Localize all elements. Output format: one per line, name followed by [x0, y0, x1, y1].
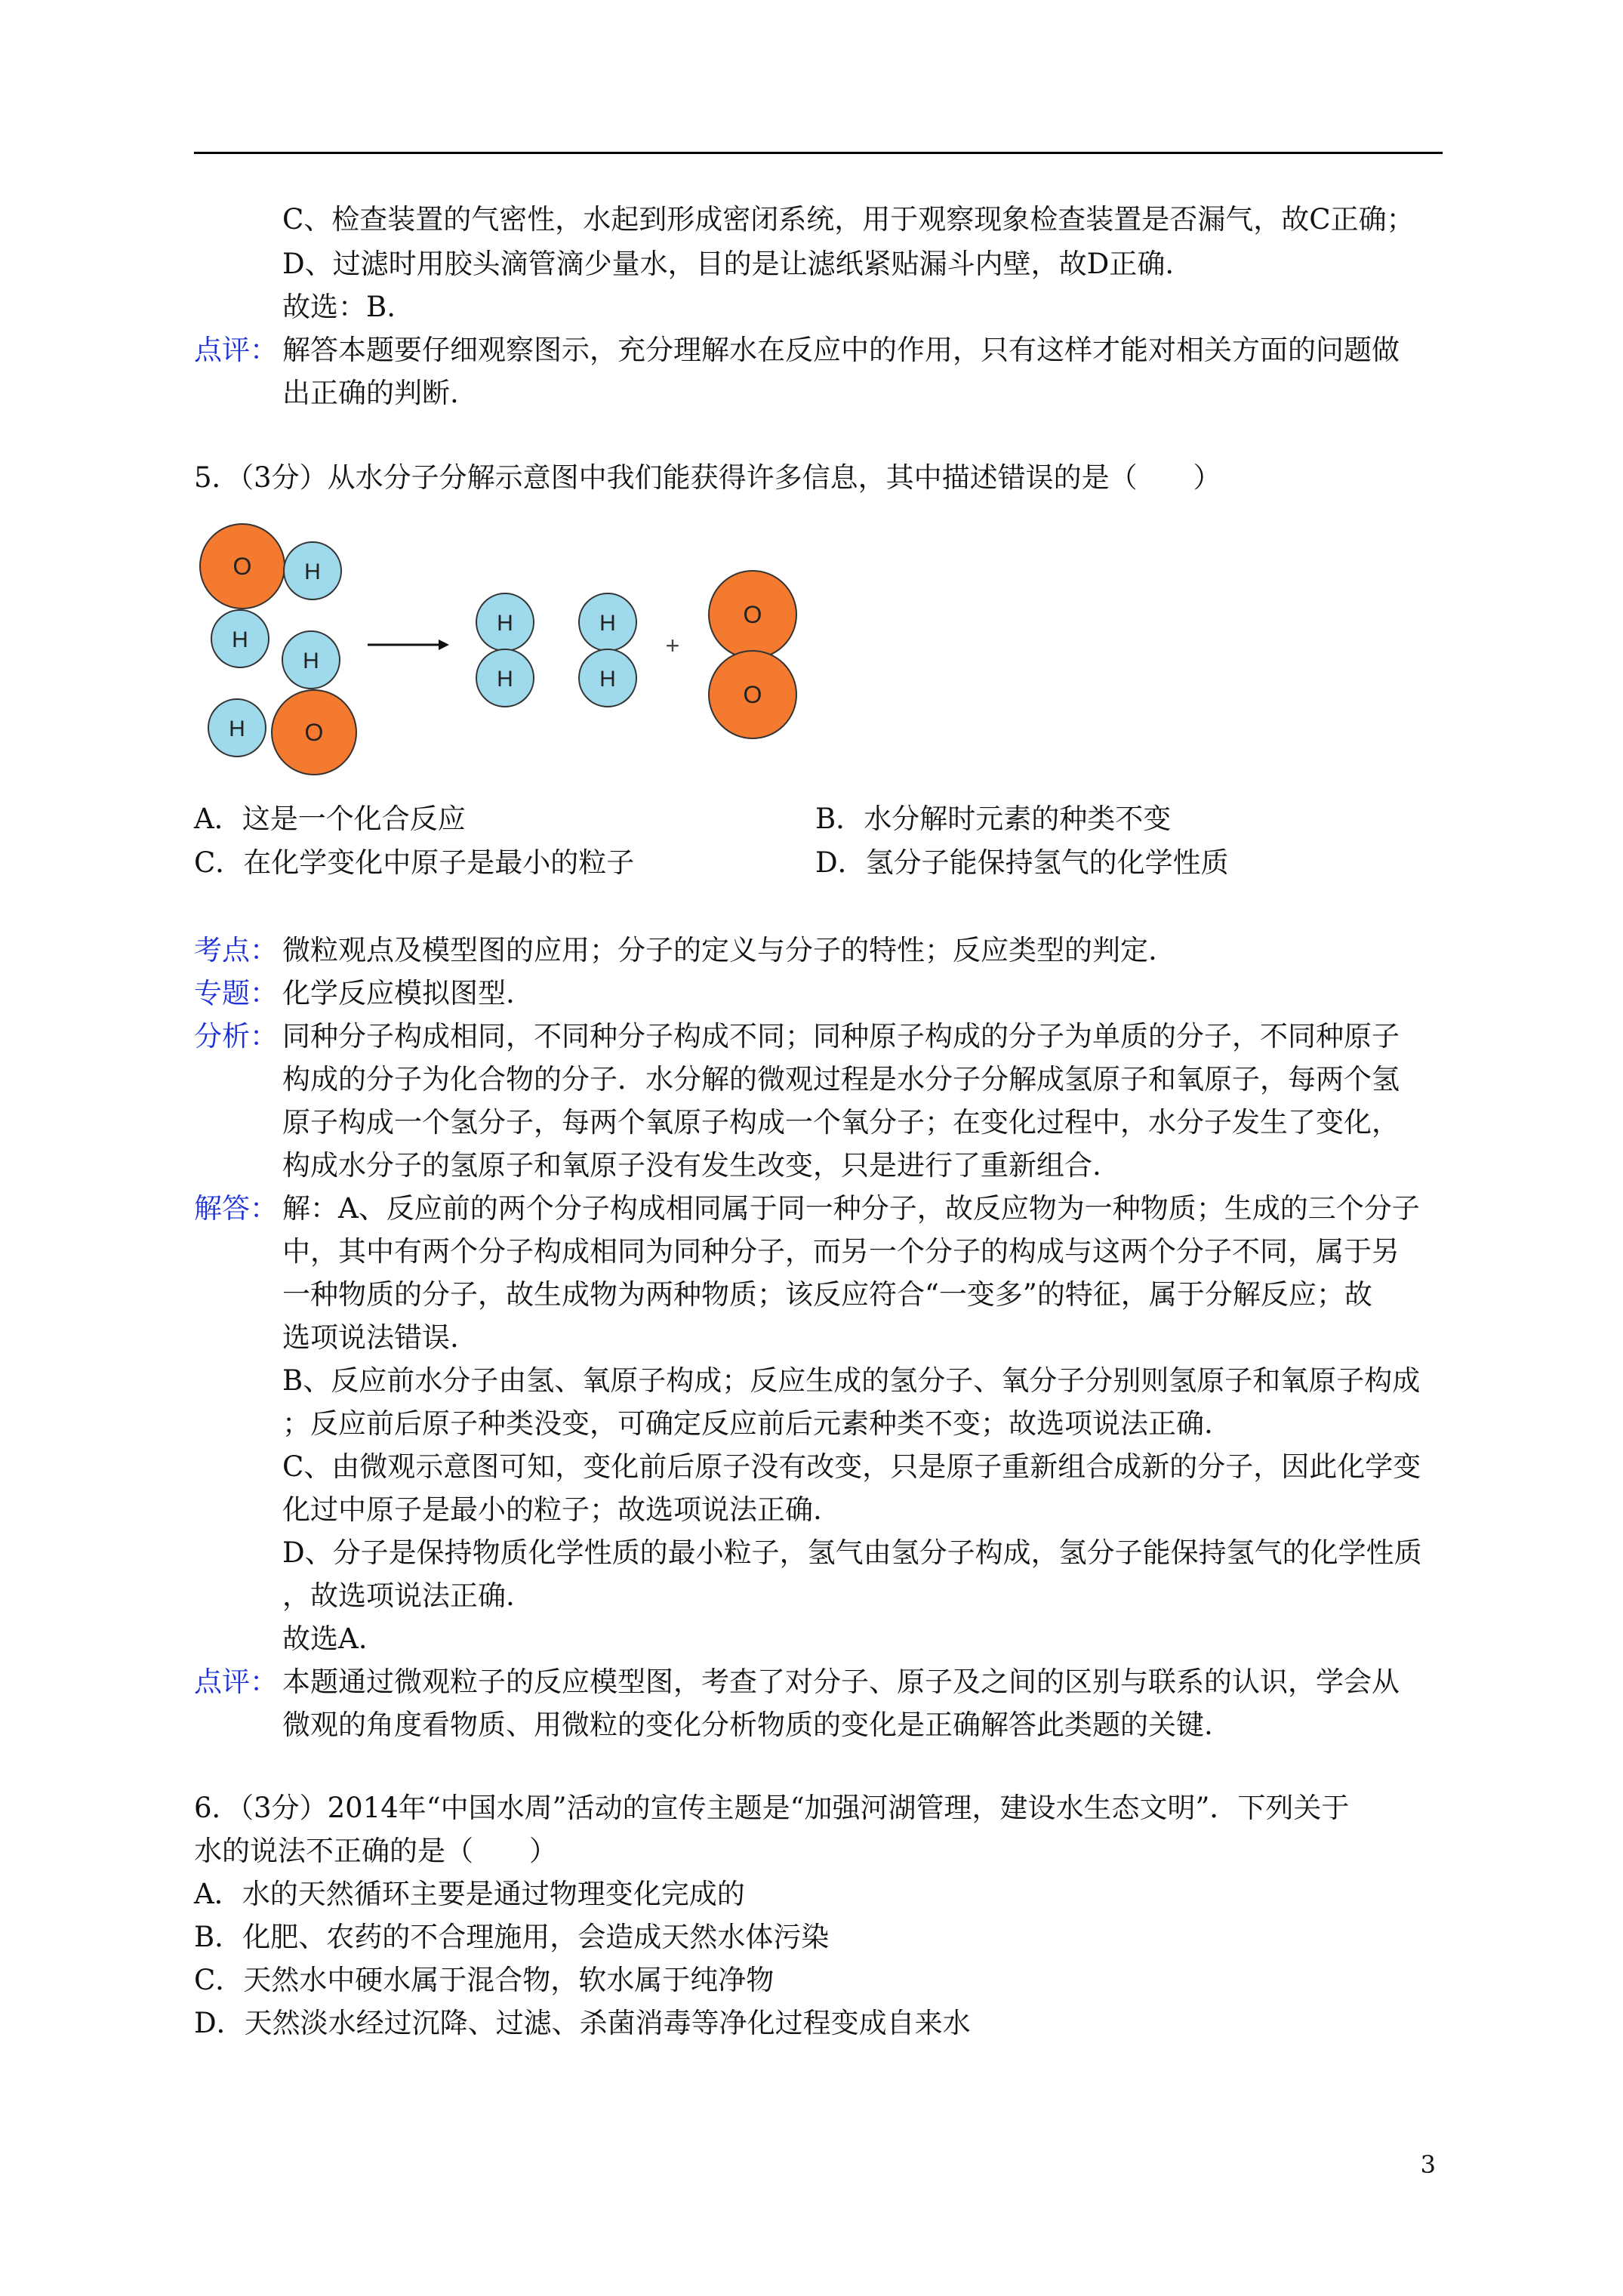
jieda-line: 一种物质的分子，故生成物为两种物质；该反应符合“一变多”的特征，属于分解反应；故	[282, 1278, 1372, 1311]
q5-option-c: C．在化学变化中原子是最小的粒子	[194, 846, 635, 879]
prev-answer-c: C、检查装置的气密性，水起到形成密闭系统，用于观察现象检查装置是否漏气，故C正确；	[282, 203, 1415, 236]
q6-option-d: D．天然淡水经过沉降、过滤、杀菌消毒等净化过程变成自来水	[194, 2007, 971, 2039]
atom-label: H	[497, 611, 513, 636]
atom-label: H	[229, 717, 245, 741]
q5-option-d: D．氢分子能保持氢气的化学性质	[815, 846, 1229, 879]
atom-label: H	[304, 559, 321, 584]
prev-comment-line: 出正确的判断.	[282, 377, 459, 409]
jieda-line: 选项说法错误.	[282, 1321, 459, 1354]
atom-label: O	[233, 553, 252, 580]
dianping-label: 点评：	[194, 1666, 278, 1698]
jieda-line: 解：A、反应前的两个分子构成相同属于同一种分子，故反应物为一种物质；生成的三个分子	[282, 1192, 1420, 1225]
jieda-line: D、分子是保持物质化学性质的最小粒子，氢气由氢分子构成，氢分子能保持氢气的化学性质	[282, 1536, 1422, 1569]
q5-stem: 5．（3分）从水分子分解示意图中我们能获得许多信息，其中描述错误的是（ ）	[194, 461, 1221, 494]
prev-comment-line: 解答本题要仔细观察图示，充分理解水在反应中的作用，只有这样才能对相关方面的问题做	[282, 334, 1400, 366]
page-number: 3	[1420, 2150, 1436, 2179]
dianping-line: 微观的角度看物质、用微粒的变化分析物质的变化是正确解答此类题的关键.	[282, 1709, 1213, 1741]
jieda-line: ，故选项说法正确.	[282, 1579, 515, 1612]
fenxi-line: 构成的分子为化合物的分子．水分解的微观过程是水分子分解成氢原子和氧原子，每两个氢	[282, 1063, 1400, 1096]
jieda-line: 化过中原子是最小的粒子；故选项说法正确.	[282, 1493, 822, 1526]
water-decomposition-diagram	[192, 513, 812, 785]
q6-option-a: A．水的天然循环主要是通过物理变化完成的	[194, 1878, 745, 1910]
jieda-label: 解答：	[194, 1192, 278, 1225]
q6-stem-line: 6．（3分）2014年“中国水周”活动的宣传主题是“加强河湖管理，建设水生态文明”．下列关于	[194, 1792, 1350, 1824]
header-rule	[194, 152, 1443, 154]
dianping-line: 本题通过微观粒子的反应模型图，考查了对分子、原子及之间的区别与联系的认识，学会从	[282, 1666, 1400, 1698]
q5-option-b: B．水分解时元素的种类不变	[815, 803, 1172, 835]
prev-answer-d: D、过滤时用胶头滴管滴少量水，目的是让滤纸紧贴漏斗内壁，故D正确.	[282, 248, 1175, 280]
prev-conclusion: 故选：B.	[282, 291, 396, 323]
arrow-head	[439, 639, 449, 650]
atom-label: O	[304, 719, 324, 746]
atom-label: O	[743, 681, 762, 708]
fenxi-line: 构成水分子的氢原子和氧原子没有发生改变，只是进行了重新组合.	[282, 1149, 1101, 1182]
q6-option-b: B．化肥、农药的不合理施用，会造成天然水体污染	[194, 1921, 830, 1953]
kaodian-label: 考点：	[194, 934, 278, 966]
atom-label: H	[303, 649, 319, 673]
kaodian-text: 微粒观点及模型图的应用；分子的定义与分子的特性；反应类型的判定.	[282, 934, 1157, 966]
atom-label: H	[232, 627, 248, 652]
atom-label: H	[497, 667, 513, 692]
jieda-line: B、反应前水分子由氢、氧原子构成；反应生成的氢分子、氧分子分别则氢原子和氧原子构成	[282, 1364, 1421, 1397]
jieda-line: ；反应前后原子种类没变，可确定反应前后元素种类不变；故选项说法正确.	[282, 1407, 1213, 1440]
zhuanti-text: 化学反应模拟图型.	[282, 977, 515, 1009]
atom-label: H	[599, 667, 616, 692]
zhuanti-label: 专题：	[194, 977, 278, 1009]
prev-comment-label: 点评：	[194, 334, 278, 366]
fenxi-line: 原子构成一个氢分子，每两个氧原子构成一个氧分子；在变化过程中，水分子发生了变化，	[282, 1106, 1400, 1139]
atom-label: O	[743, 601, 762, 628]
q5-option-a: A．这是一个化合反应	[194, 803, 466, 835]
fenxi-label: 分析：	[194, 1020, 278, 1052]
q6-stem-line: 水的说法不正确的是（ ）	[194, 1835, 557, 1867]
fenxi-line: 同种分子构成相同，不同种分子构成不同；同种原子构成的分子为单质的分子，不同种原子	[282, 1020, 1400, 1052]
jieda-line: C、由微观示意图可知，变化前后原子没有改变，只是原子重新组合成新的分子，因此化学变	[282, 1450, 1421, 1483]
jieda-line: 中，其中有两个分子构成相同为同种分子，而另一个分子的构成与这两个分子不同，属于另	[282, 1235, 1400, 1268]
plus-sign: +	[665, 632, 680, 659]
jieda-line: 故选A.	[282, 1623, 368, 1655]
atom-label: H	[599, 611, 616, 636]
q6-option-c: C．天然水中硬水属于混合物，软水属于纯净物	[194, 1964, 775, 1996]
